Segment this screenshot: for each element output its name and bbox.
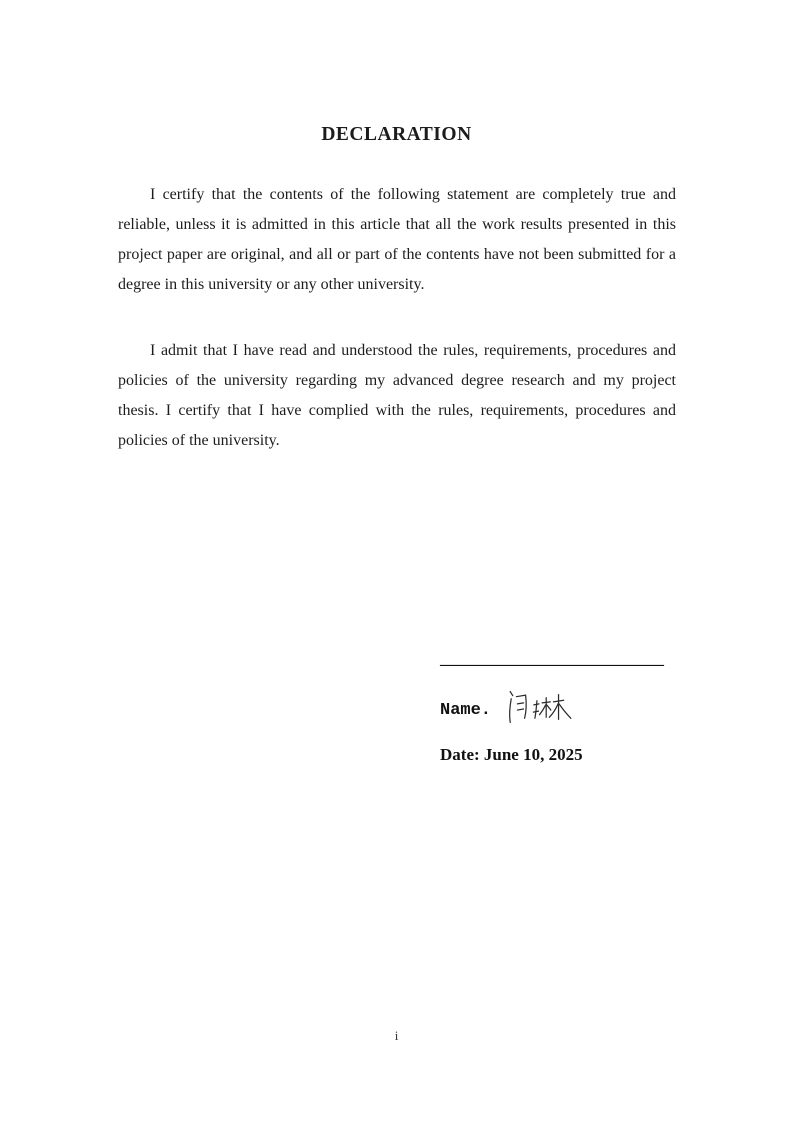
page-title: DECLARATION — [321, 124, 472, 145]
signature-block — [440, 657, 700, 766]
signature-line: –––––––––––––––––––––––––––– — [440, 656, 664, 673]
signature-name-row — [440, 700, 700, 740]
declaration-paragraph-2: I admit that I have read and understood the rules, requirements, procedures and policies of the university regarding my advanced degree research and my project thesis. I certify that I have complied with the rules, requirements, procedures and policies of the university. — [118, 342, 676, 449]
handwritten-signature — [503, 686, 575, 730]
name-label: Name. — [440, 701, 492, 720]
page-number: i — [394, 1028, 399, 1043]
date-label: Date: June 10, 2025 — [440, 745, 583, 764]
declaration-paragraph-1: I certify that the contents of the following statement are completely true and reliable, unless it is admitted in this article that all the work results presented in this project paper are original, and all or part of the contents have not been submitted for a degree in this university or any other university. — [118, 186, 676, 293]
